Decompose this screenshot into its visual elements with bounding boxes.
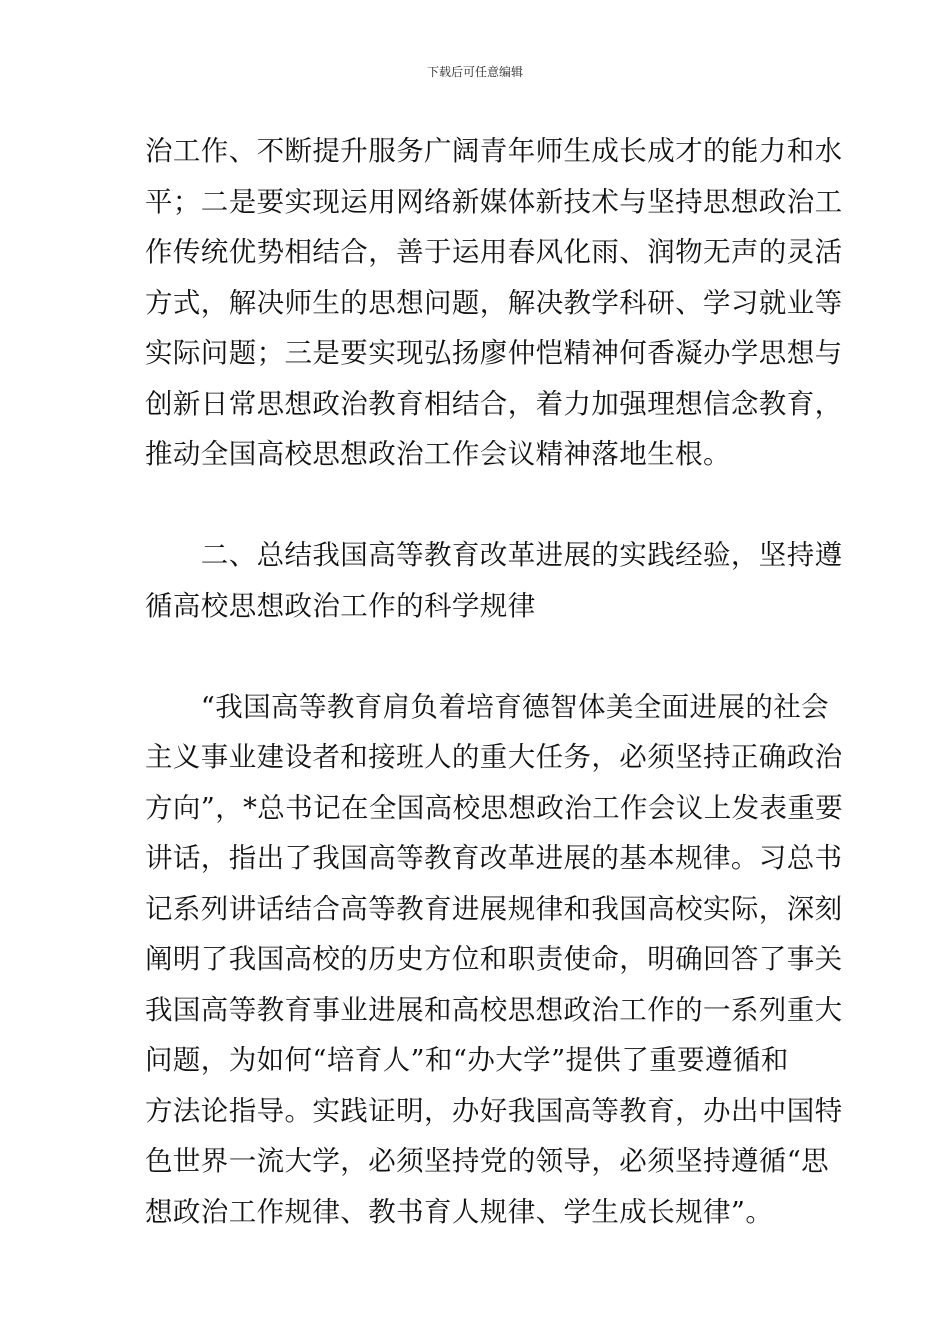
section-heading [145,530,843,631]
text-line: 二、总结我国高等教育改革进展的实践经验，坚持遵 [145,539,843,571]
text-line: 创新日常思想政治教育相结合，着力加强理想信念教育， [145,387,843,420]
text-line: 问题，为如何“培育人”和“办大学”提供了重要遵循和 [145,1044,789,1076]
text-line: “我国高等教育肩负着培育德智体美全面进展的社会 [145,690,830,723]
text-line: 主义事业建设者和接班人的重大任务，必须坚持正确政治 [145,741,843,773]
paragraph [145,126,843,480]
text-line: 治工作、不断提升服务广阔青年师生成长成才的能力和水 [145,135,843,167]
text-line: 方式，解决师生的思想问题，解决教学科研、学习就业等 [145,286,843,319]
text-line: 方向”，*总书记在全国高校思想政治工作会议上发表重要 [145,791,844,824]
text-line: 讲话，指出了我国高等教育改革进展的基本规律。习总书 [145,842,843,874]
text-line: 想政治工作规律、教书育人规律、学生成长规律”。 [145,1195,774,1228]
text-line: 色世界一流大学，必须坚持党的领导，必须坚持遵循“思 [145,1145,830,1177]
paragraph [145,682,844,1238]
paragraph-gap [145,480,805,531]
text-line: 实际问题；三是要实现弘扬廖仲恺精神何香凝办学思想与 [145,337,843,369]
text-line: 记系列讲话结合高等教育进展规律和我国高校实际，深刻 [145,892,843,925]
text-line: 阐明了我国高校的历史方位和职责使命，明确回答了事关 [145,943,843,975]
text-line: 循高校思想政治工作的科学规律 [145,589,536,622]
text-line: 平；二是要实现运用网络新媒体新技术与坚持思想政治工 [145,185,843,218]
document-body [145,126,844,1237]
text-line: 推动全国高校思想政治工作会议精神落地生根。 [145,438,731,470]
paragraph-gap [145,631,805,682]
text-line: 作传统优势相结合，善于运用春风化雨、润物无声的灵活 [145,236,843,268]
text-line: 我国高等教育事业进展和高校思想政治工作的一系列重大 [145,993,843,1026]
page-header: 下载后可任意编辑 [426,65,523,79]
text-line: 方法论指导。实践证明，办好我国高等教育，办出中国特 [145,1094,843,1127]
